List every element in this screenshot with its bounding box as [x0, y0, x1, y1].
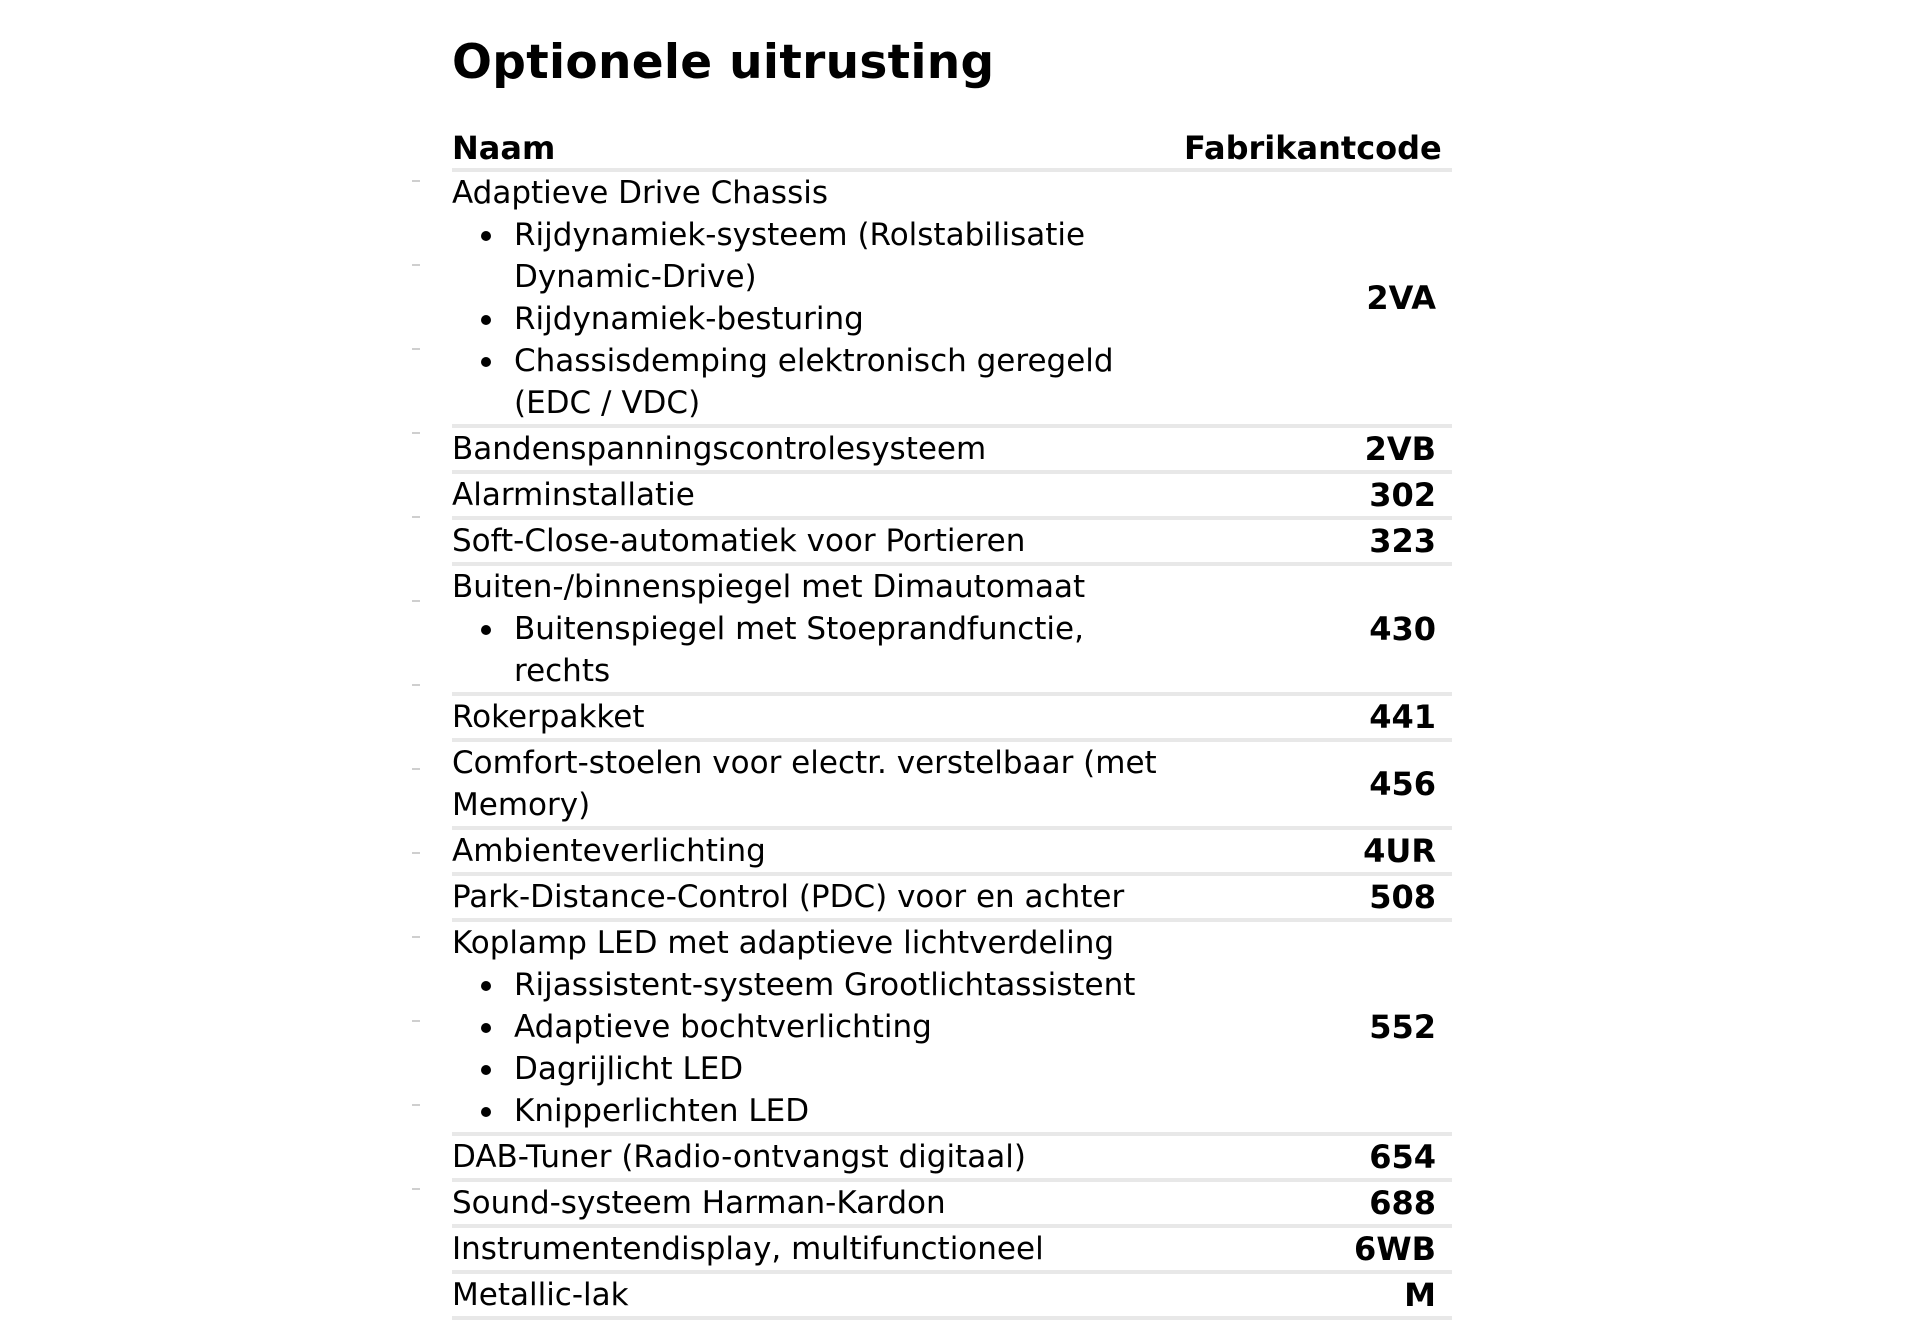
option-code: 2VB	[1364, 430, 1436, 468]
sub-feature-list	[452, 608, 1184, 692]
option-code: 4UR	[1363, 832, 1436, 870]
option-name: Soft-Close-automatiek voor Portieren	[452, 523, 1026, 559]
table-row	[452, 1272, 1452, 1318]
option-name-cell	[452, 1226, 1184, 1272]
option-code: 6WB	[1354, 1230, 1436, 1268]
column-header-name: Naam	[452, 129, 556, 167]
table-row	[452, 694, 1452, 740]
option-name: Ambienteverlichting	[452, 833, 766, 869]
option-name: Comfort-stoelen voor electr. verstelbaar (met Memory)	[452, 745, 1157, 823]
option-name-cell	[452, 920, 1184, 1134]
option-code: 508	[1369, 878, 1436, 916]
option-name-cell	[452, 1180, 1184, 1226]
option-name-cell	[452, 518, 1184, 564]
page-title: Optionele uitrusting	[452, 35, 995, 90]
option-name: Bandenspanningscontrolesysteem	[452, 431, 987, 467]
table-row	[452, 564, 1452, 694]
option-name: Park-Distance-Control (PDC) voor en achter	[452, 879, 1125, 915]
table-row	[452, 740, 1452, 828]
option-name-cell	[452, 694, 1184, 740]
sub-feature-list	[452, 214, 1184, 424]
margin-mark	[412, 432, 420, 434]
sub-feature-item: Rijdynamiek-besturing	[452, 298, 1184, 340]
option-name-cell	[452, 170, 1184, 426]
option-code: M	[1404, 1276, 1436, 1314]
sub-feature-item: Buitenspiegel met Stoeprandfunctie, rechts	[452, 608, 1184, 692]
margin-mark	[412, 600, 420, 602]
option-name-cell	[452, 740, 1184, 828]
margin-mark	[412, 1188, 420, 1190]
table-row	[452, 874, 1452, 920]
column-header-code: Fabrikantcode	[1184, 129, 1442, 167]
sub-feature-item: Knipperlichten LED	[452, 1090, 1184, 1132]
option-code: 430	[1369, 610, 1436, 648]
table-row	[452, 1180, 1452, 1226]
option-code: 441	[1369, 698, 1436, 736]
option-code: 552	[1369, 1008, 1436, 1046]
margin-mark	[412, 1020, 420, 1022]
option-name: Metallic-lak	[452, 1277, 629, 1313]
option-name-cell	[452, 564, 1184, 694]
option-code: 688	[1369, 1184, 1436, 1222]
option-name: Alarminstallatie	[452, 477, 695, 513]
option-name-cell	[452, 472, 1184, 518]
margin-mark	[412, 936, 420, 938]
table-header-row	[452, 128, 1452, 170]
option-name-cell	[452, 1134, 1184, 1180]
table-row	[452, 472, 1452, 518]
option-name-cell	[452, 874, 1184, 920]
document	[452, 35, 1452, 1314]
margin-mark	[412, 180, 420, 182]
option-name-cell	[452, 828, 1184, 874]
margin-mark	[412, 348, 420, 350]
sub-feature-item: Adaptieve bochtverlichting	[452, 1006, 1184, 1048]
margin-mark	[412, 516, 420, 518]
margin-mark	[412, 852, 420, 854]
sub-feature-item: Rijassistent-systeem Grootlichtassistent	[452, 964, 1184, 1006]
option-code: 2VA	[1366, 279, 1436, 317]
table-row	[452, 518, 1452, 564]
option-name-cell	[452, 1272, 1184, 1318]
margin-mark	[412, 264, 420, 266]
sub-feature-item: Chassisdemping elektronisch geregeld (EDC / VDC)	[452, 340, 1184, 424]
sub-feature-item: Rijdynamiek-systeem (Rolstabilisatie Dynamic-Drive)	[452, 214, 1184, 298]
table-row	[452, 426, 1452, 472]
option-name: Adaptieve Drive Chassis	[452, 175, 828, 211]
page-margin-marks	[412, 180, 422, 1280]
sub-feature-item: Dagrijlicht LED	[452, 1048, 1184, 1090]
table-row	[452, 1226, 1452, 1272]
sub-feature-list	[452, 964, 1184, 1132]
option-name: Rokerpakket	[452, 699, 645, 735]
option-name: DAB-Tuner (Radio-ontvangst digitaal)	[452, 1139, 1026, 1175]
option-name: Buiten-/binnenspiegel met Dimautomaat	[452, 569, 1086, 605]
table-row	[452, 1134, 1452, 1180]
table-row	[452, 170, 1452, 426]
table-body	[452, 170, 1452, 1318]
option-name: Instrumentendisplay, multifunctioneel	[452, 1231, 1044, 1267]
margin-mark	[412, 684, 420, 686]
margin-mark	[412, 768, 420, 770]
options-table	[452, 128, 1452, 1320]
option-name: Koplamp LED met adaptieve lichtverdeling	[452, 925, 1115, 961]
option-name: Sound-systeem Harman-Kardon	[452, 1185, 946, 1221]
option-code: 302	[1369, 476, 1436, 514]
table-row	[452, 920, 1452, 1134]
option-code: 323	[1369, 522, 1436, 560]
option-code: 456	[1369, 765, 1436, 803]
table-row	[452, 828, 1452, 874]
option-code: 654	[1369, 1138, 1436, 1176]
option-name-cell	[452, 426, 1184, 472]
margin-mark	[412, 1104, 420, 1106]
